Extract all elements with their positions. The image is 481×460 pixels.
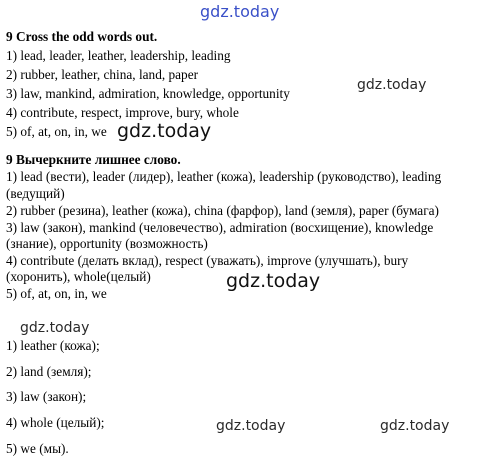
answer-item: 5) we (мы). bbox=[6, 441, 69, 456]
exercise-line-ru: 2) rubber (резина), leather (кожа), china (фарфор), land (земля), paper (бумага) bbox=[6, 203, 439, 218]
answer-item: 1) leather (кожа); bbox=[6, 338, 100, 353]
exercise-item-en: 4) contribute, respect, improve, bury, whole bbox=[6, 105, 239, 120]
answer-item: 4) whole (целый); bbox=[6, 415, 105, 430]
exercise-item-en: 3) law, mankind, admiration, knowledge, opportunity bbox=[6, 86, 290, 101]
watermark-bottom-1: gdz.today bbox=[216, 418, 286, 434]
exercise-item-en: 5) of, at, on, in, we bbox=[6, 124, 107, 139]
watermark-bottom-2: gdz.today bbox=[380, 418, 450, 434]
exercise-item-en: 2) rubber, leather, china, land, paper bbox=[6, 67, 199, 82]
exercise-heading-ru: 9 Вычеркните лишнее слово. bbox=[6, 152, 181, 167]
exercise-heading-en: 9 Cross the odd words out. bbox=[6, 29, 158, 44]
exercise-line-ru: 5) of, at, on, in, we bbox=[6, 286, 107, 301]
watermark-mid-1: gdz.today bbox=[117, 120, 212, 142]
answer-item: 3) law (закон); bbox=[6, 389, 87, 404]
exercise-line-ru: 3) law (закон), mankind (человечество), admiration (восхищение), knowledge bbox=[6, 220, 434, 235]
exercise-line-ru: 4) contribute (делать вклад), respect (уважать), improve (улучшать), bury bbox=[6, 253, 409, 268]
watermark-left: gdz.today bbox=[20, 320, 90, 336]
watermark-right: gdz.today bbox=[357, 77, 427, 93]
exercise-item-en: 1) lead, leader, leather, leadership, leading bbox=[6, 48, 231, 63]
exercise-line-ru: (знание), opportunity (возможность) bbox=[6, 236, 208, 251]
exercise-line-ru: (ведущий) bbox=[6, 186, 65, 201]
exercise-line-ru: 1) lead (вести), leader (лидер), leather (кожа), leadership (руководство), leading bbox=[6, 169, 442, 184]
answer-item: 2) land (земля); bbox=[6, 364, 92, 379]
exercise-line-ru: (хоронить), whole(целый) bbox=[6, 269, 151, 284]
watermark-top: gdz.today bbox=[200, 2, 280, 21]
watermark-mid-2: gdz.today bbox=[226, 270, 321, 292]
